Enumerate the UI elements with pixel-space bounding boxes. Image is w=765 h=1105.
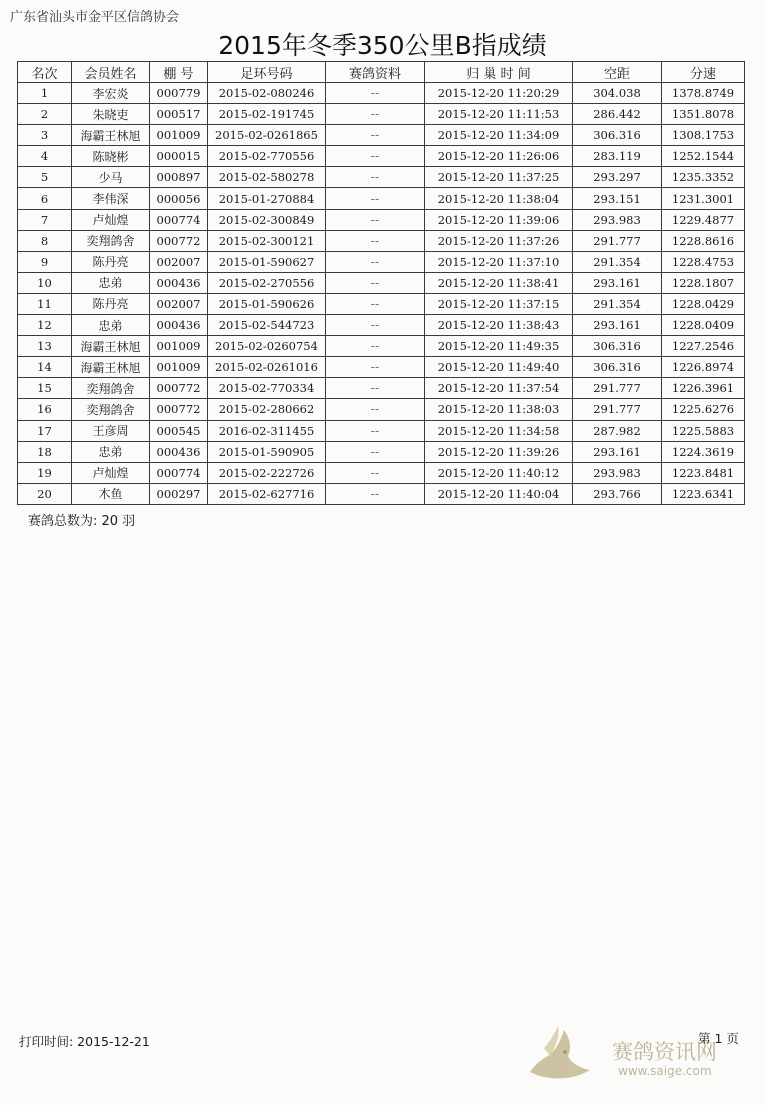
cell-ring: 2015-02-544723 [208, 315, 326, 336]
cell-name: 陈晓彬 [72, 146, 150, 167]
cell-distance: 291.354 [573, 293, 662, 314]
cell-ring: 2015-01-590905 [208, 441, 326, 462]
col-header-time: 归 巢 时 间 [425, 62, 573, 83]
cell-speed: 1229.4877 [662, 209, 745, 230]
cell-feather: -- [326, 251, 425, 272]
cell-distance: 293.161 [573, 315, 662, 336]
cell-loft: 000772 [150, 399, 208, 420]
col-header-feather: 赛鸽资料 [326, 62, 425, 83]
table-row [18, 167, 745, 188]
cell-feather: -- [326, 315, 425, 336]
cell-rank: 10 [18, 272, 72, 293]
table-row [18, 104, 745, 125]
cell-speed: 1226.8974 [662, 357, 745, 378]
cell-name: 奕翔鸽舍 [72, 399, 150, 420]
total-count: 赛鸽总数为: 20 羽 [28, 514, 136, 529]
organization-name: 广东省汕头市金平区信鸽协会 [10, 10, 180, 25]
cell-name: 少马 [72, 167, 150, 188]
cell-feather: -- [326, 209, 425, 230]
cell-ring: 2015-02-300121 [208, 230, 326, 251]
table-body [18, 83, 745, 505]
cell-speed: 1228.0429 [662, 293, 745, 314]
cell-time: 2015-12-20 11:49:40 [425, 357, 573, 378]
cell-name: 忠弟 [72, 441, 150, 462]
col-header-loft: 棚 号 [150, 62, 208, 83]
cell-rank: 8 [18, 230, 72, 251]
cell-speed: 1224.3619 [662, 441, 745, 462]
table-row [18, 315, 745, 336]
cell-feather: -- [326, 230, 425, 251]
cell-distance: 293.161 [573, 272, 662, 293]
cell-ring: 2015-02-080246 [208, 83, 326, 104]
table-row [18, 188, 745, 209]
cell-ring: 2015-02-770556 [208, 146, 326, 167]
cell-time: 2015-12-20 11:37:15 [425, 293, 573, 314]
cell-distance: 306.316 [573, 125, 662, 146]
cell-speed: 1231.3001 [662, 188, 745, 209]
cell-distance: 306.316 [573, 357, 662, 378]
cell-time: 2015-12-20 11:37:54 [425, 378, 573, 399]
cell-name: 奕翔鸽舍 [72, 378, 150, 399]
cell-ring: 2015-02-627716 [208, 483, 326, 504]
cell-rank: 5 [18, 167, 72, 188]
page-title: 2015年冬季350公里B指成绩 [218, 31, 547, 60]
cell-distance: 286.442 [573, 104, 662, 125]
cell-feather: -- [326, 441, 425, 462]
cell-distance: 304.038 [573, 83, 662, 104]
cell-ring: 2015-01-590627 [208, 251, 326, 272]
col-header-speed: 分速 [662, 62, 745, 83]
cell-ring: 2015-02-280662 [208, 399, 326, 420]
table-row [18, 125, 745, 146]
cell-distance: 287.982 [573, 420, 662, 441]
col-header-ring: 足环号码 [208, 62, 326, 83]
cell-loft: 001009 [150, 125, 208, 146]
cell-distance: 291.354 [573, 251, 662, 272]
cell-name: 卢灿煌 [72, 462, 150, 483]
cell-name: 李伟深 [72, 188, 150, 209]
cell-time: 2015-12-20 11:37:10 [425, 251, 573, 272]
watermark-url: www.saige.com [618, 1064, 712, 1078]
cell-feather: -- [326, 272, 425, 293]
table-row [18, 83, 745, 104]
cell-loft: 000056 [150, 188, 208, 209]
cell-ring: 2016-02-311455 [208, 420, 326, 441]
cell-speed: 1308.1753 [662, 125, 745, 146]
cell-rank: 2 [18, 104, 72, 125]
col-header-name: 会员姓名 [72, 62, 150, 83]
cell-feather: -- [326, 83, 425, 104]
table-row [18, 209, 745, 230]
cell-distance: 293.161 [573, 441, 662, 462]
cell-speed: 1225.6276 [662, 399, 745, 420]
cell-speed: 1351.8078 [662, 104, 745, 125]
cell-name: 卢灿煌 [72, 209, 150, 230]
cell-feather: -- [326, 293, 425, 314]
cell-loft: 000774 [150, 209, 208, 230]
cell-distance: 293.297 [573, 167, 662, 188]
cell-ring: 2015-02-0261016 [208, 357, 326, 378]
cell-rank: 9 [18, 251, 72, 272]
cell-distance: 293.766 [573, 483, 662, 504]
table-row [18, 357, 745, 378]
watermark-brand: 赛鸽资讯网 [612, 1040, 717, 1064]
cell-rank: 12 [18, 315, 72, 336]
cell-name: 忠弟 [72, 272, 150, 293]
cell-name: 王彦周 [72, 420, 150, 441]
cell-loft: 000897 [150, 167, 208, 188]
cell-feather: -- [326, 188, 425, 209]
cell-ring: 2015-02-770334 [208, 378, 326, 399]
cell-name: 朱晓吏 [72, 104, 150, 125]
cell-ring: 2015-02-222726 [208, 462, 326, 483]
cell-distance: 291.777 [573, 378, 662, 399]
cell-rank: 19 [18, 462, 72, 483]
cell-name: 陈丹亮 [72, 251, 150, 272]
cell-loft: 000774 [150, 462, 208, 483]
cell-loft: 002007 [150, 251, 208, 272]
table-row [18, 272, 745, 293]
pigeon-logo-icon [520, 1020, 610, 1090]
cell-time: 2015-12-20 11:40:12 [425, 462, 573, 483]
cell-loft: 000436 [150, 315, 208, 336]
cell-distance: 291.777 [573, 230, 662, 251]
cell-distance: 306.316 [573, 336, 662, 357]
cell-rank: 4 [18, 146, 72, 167]
table-row [18, 462, 745, 483]
cell-feather: -- [326, 399, 425, 420]
cell-rank: 14 [18, 357, 72, 378]
cell-ring: 2015-01-270884 [208, 188, 326, 209]
table-row [18, 336, 745, 357]
cell-rank: 15 [18, 378, 72, 399]
cell-ring: 2015-02-580278 [208, 167, 326, 188]
cell-loft: 000772 [150, 230, 208, 251]
cell-speed: 1225.5883 [662, 420, 745, 441]
cell-name: 忠弟 [72, 315, 150, 336]
cell-feather: -- [326, 462, 425, 483]
cell-time: 2015-12-20 11:34:58 [425, 420, 573, 441]
cell-loft: 001009 [150, 336, 208, 357]
cell-speed: 1227.2546 [662, 336, 745, 357]
table-row [18, 251, 745, 272]
table-row [18, 483, 745, 504]
cell-time: 2015-12-20 11:38:04 [425, 188, 573, 209]
cell-rank: 20 [18, 483, 72, 504]
table-row [18, 441, 745, 462]
table-row [18, 420, 745, 441]
cell-feather: -- [326, 336, 425, 357]
cell-name: 木鱼 [72, 483, 150, 504]
cell-name: 陈丹亮 [72, 293, 150, 314]
cell-loft: 000545 [150, 420, 208, 441]
cell-feather: -- [326, 483, 425, 504]
col-header-distance: 空距 [573, 62, 662, 83]
cell-time: 2015-12-20 11:37:26 [425, 230, 573, 251]
cell-distance: 283.119 [573, 146, 662, 167]
cell-time: 2015-12-20 11:37:25 [425, 167, 573, 188]
cell-time: 2015-12-20 11:11:53 [425, 104, 573, 125]
table-row [18, 378, 745, 399]
cell-time: 2015-12-20 11:26:06 [425, 146, 573, 167]
table-row [18, 146, 745, 167]
results-table [17, 61, 745, 505]
cell-loft: 000779 [150, 83, 208, 104]
cell-rank: 18 [18, 441, 72, 462]
cell-speed: 1223.8481 [662, 462, 745, 483]
cell-loft: 002007 [150, 293, 208, 314]
cell-rank: 13 [18, 336, 72, 357]
cell-rank: 17 [18, 420, 72, 441]
cell-speed: 1223.6341 [662, 483, 745, 504]
cell-name: 海霸王林旭 [72, 125, 150, 146]
cell-time: 2015-12-20 11:39:26 [425, 441, 573, 462]
cell-time: 2015-12-20 11:34:09 [425, 125, 573, 146]
col-header-rank: 名次 [18, 62, 72, 83]
cell-name: 奕翔鸽舍 [72, 230, 150, 251]
cell-ring: 2015-02-0260754 [208, 336, 326, 357]
cell-time: 2015-12-20 11:20:29 [425, 83, 573, 104]
cell-loft: 000517 [150, 104, 208, 125]
cell-feather: -- [326, 146, 425, 167]
cell-time: 2015-12-20 11:49:35 [425, 336, 573, 357]
table-row [18, 293, 745, 314]
cell-loft: 001009 [150, 357, 208, 378]
cell-ring: 2015-02-270556 [208, 272, 326, 293]
cell-speed: 1378.8749 [662, 83, 745, 104]
cell-name: 李宏炎 [72, 83, 150, 104]
cell-speed: 1226.3961 [662, 378, 745, 399]
cell-time: 2015-12-20 11:38:43 [425, 315, 573, 336]
cell-feather: -- [326, 420, 425, 441]
cell-rank: 16 [18, 399, 72, 420]
cell-speed: 1228.4753 [662, 251, 745, 272]
cell-speed: 1252.1544 [662, 146, 745, 167]
cell-loft: 000772 [150, 378, 208, 399]
cell-loft: 000436 [150, 272, 208, 293]
cell-distance: 293.983 [573, 209, 662, 230]
cell-distance: 293.151 [573, 188, 662, 209]
cell-name: 海霸王林旭 [72, 357, 150, 378]
cell-distance: 291.777 [573, 399, 662, 420]
cell-feather: -- [326, 125, 425, 146]
cell-speed: 1228.1807 [662, 272, 745, 293]
cell-rank: 3 [18, 125, 72, 146]
page-number: 第 1 页 [698, 1031, 739, 1046]
cell-rank: 6 [18, 188, 72, 209]
cell-loft: 000015 [150, 146, 208, 167]
cell-ring: 2015-02-191745 [208, 104, 326, 125]
cell-loft: 000436 [150, 441, 208, 462]
cell-time: 2015-12-20 11:38:41 [425, 272, 573, 293]
cell-ring: 2015-02-0261865 [208, 125, 326, 146]
table-row [18, 230, 745, 251]
cell-distance: 293.983 [573, 462, 662, 483]
cell-feather: -- [326, 357, 425, 378]
cell-ring: 2015-02-300849 [208, 209, 326, 230]
cell-feather: -- [326, 167, 425, 188]
table-row [18, 399, 745, 420]
cell-loft: 000297 [150, 483, 208, 504]
cell-time: 2015-12-20 11:38:03 [425, 399, 573, 420]
cell-feather: -- [326, 378, 425, 399]
cell-rank: 7 [18, 209, 72, 230]
cell-time: 2015-12-20 11:39:06 [425, 209, 573, 230]
print-time: 打印时间: 2015-12-21 [19, 1034, 150, 1049]
cell-feather: -- [326, 104, 425, 125]
table-header-row [18, 62, 745, 83]
cell-name: 海霸王林旭 [72, 336, 150, 357]
cell-time: 2015-12-20 11:40:04 [425, 483, 573, 504]
cell-speed: 1228.0409 [662, 315, 745, 336]
cell-ring: 2015-01-590626 [208, 293, 326, 314]
cell-speed: 1235.3352 [662, 167, 745, 188]
cell-rank: 1 [18, 83, 72, 104]
watermark [520, 1020, 750, 1090]
cell-speed: 1228.8616 [662, 230, 745, 251]
cell-rank: 11 [18, 293, 72, 314]
